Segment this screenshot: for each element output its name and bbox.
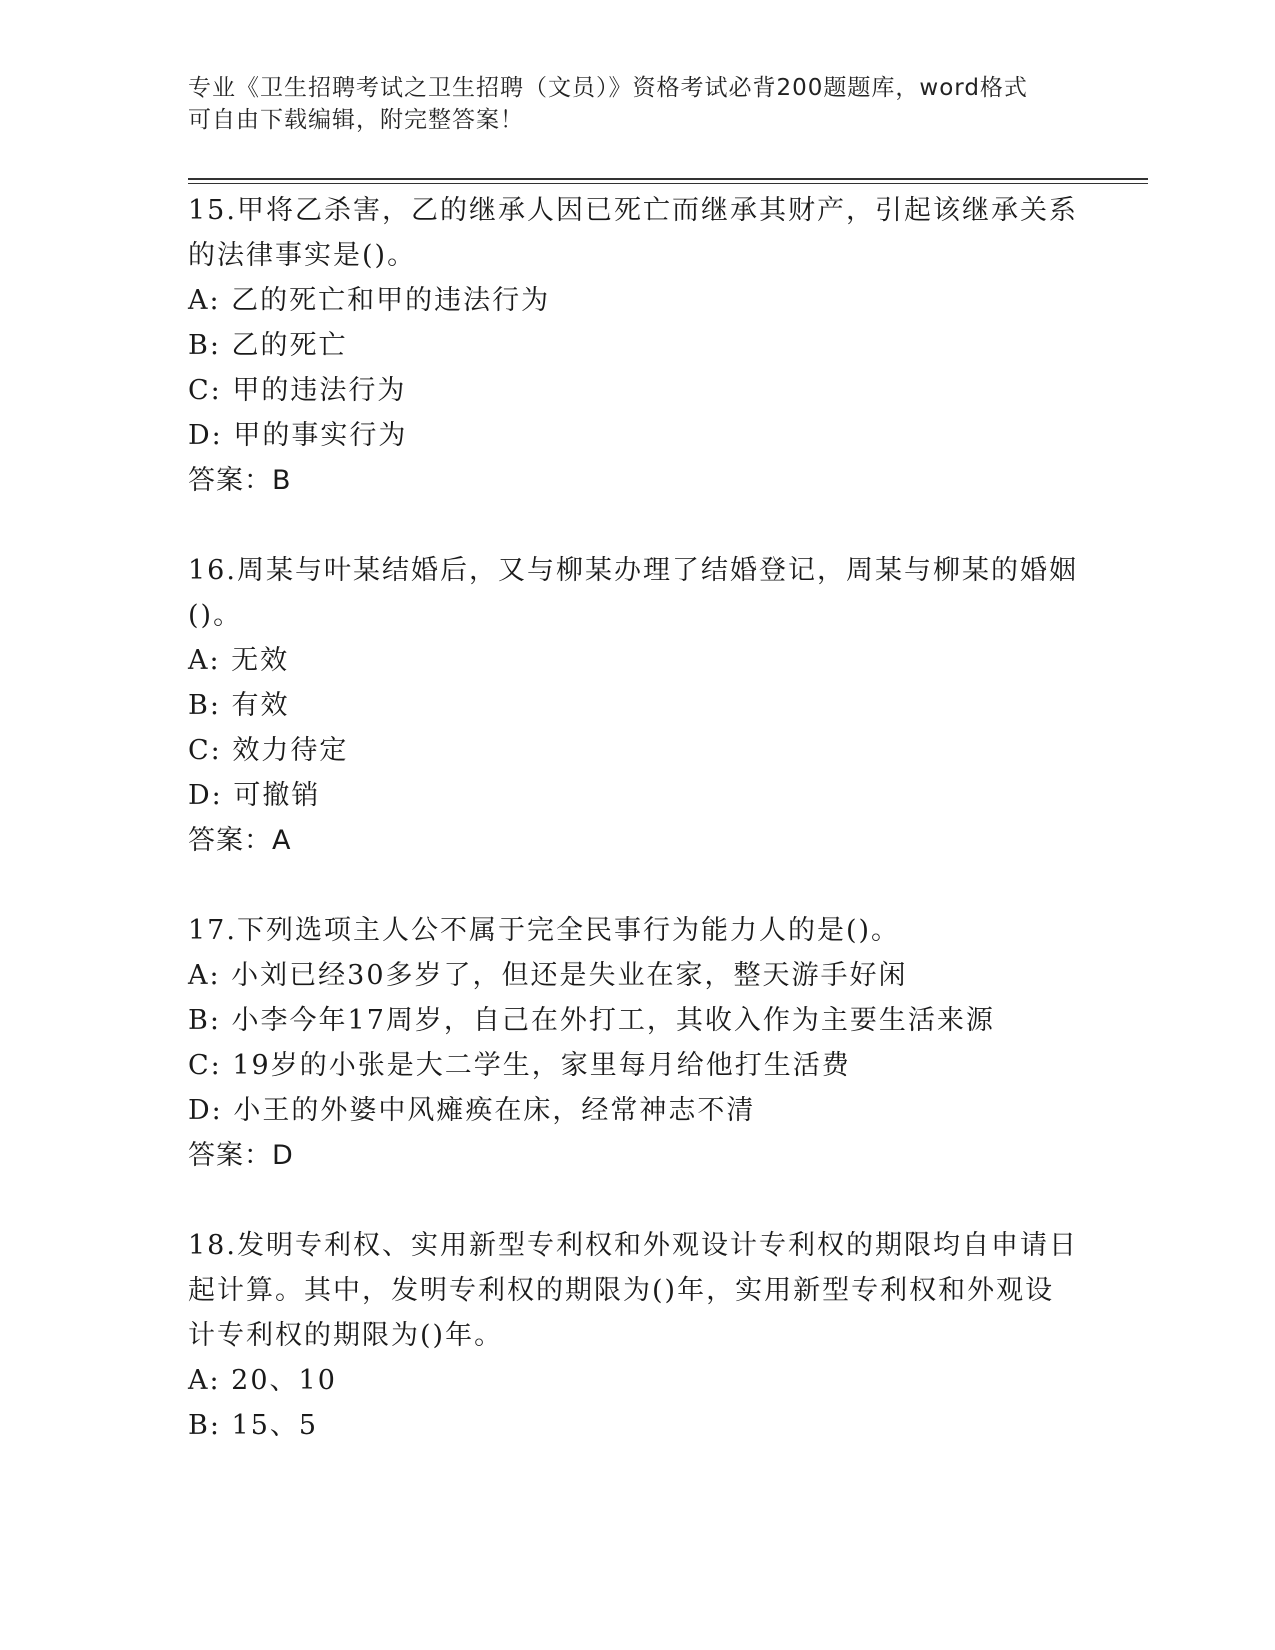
document-header <box>188 72 1088 136</box>
spacer <box>188 503 1088 548</box>
spacer <box>188 1178 1088 1223</box>
answer-label: 答案：A <box>188 825 292 856</box>
question-15 <box>188 188 1088 503</box>
option-c: C: 甲的违法行为 <box>188 375 407 406</box>
question-17 <box>188 908 1088 1178</box>
answer-label: 答案：B <box>188 465 292 496</box>
question-stem-line: 起计算。其中，发明专利权的期限为()年，实用新型专利权和外观设 <box>188 1275 1055 1306</box>
option-b: B: 小李今年17周岁，自己在外打工，其收入作为主要生活来源 <box>188 1005 995 1036</box>
option-a: A: 乙的死亡和甲的违法行为 <box>188 285 551 316</box>
question-list <box>188 188 1088 1448</box>
answer-label: 答案：D <box>188 1140 294 1171</box>
question-stem-line: 的法律事实是()。 <box>188 240 417 271</box>
option-a: A: 无效 <box>188 645 290 676</box>
option-b: B: 15、5 <box>188 1410 319 1441</box>
option-a: A: 小刘已经30多岁了，但还是失业在家，整天游手好闲 <box>188 960 908 991</box>
option-d: D: 甲的事实行为 <box>188 420 408 451</box>
spacer <box>188 863 1088 908</box>
option-c: C: 19岁的小张是大二学生，家里每月给他打生活费 <box>188 1050 851 1081</box>
header-divider-thick <box>188 178 1148 180</box>
question-stem-line: 17.下列选项主人公不属于完全民事行为能力人的是()。 <box>188 915 901 946</box>
header-line-2: 可自由下载编辑，附完整答案！ <box>188 107 524 133</box>
option-d: D: 小王的外婆中风瘫痪在床，经常神志不清 <box>188 1095 756 1126</box>
question-stem-line: 18.发明专利权、实用新型专利权和外观设计专利权的期限均自申请日 <box>188 1230 1078 1261</box>
question-stem-line: ()。 <box>188 600 243 631</box>
question-stem-line: 15.甲将乙杀害，乙的继承人因已死亡而继承其财产，引起该继承关系 <box>188 195 1078 226</box>
question-18 <box>188 1223 1088 1448</box>
header-line-1: 专业《卫生招聘考试之卫生招聘（文员）》资格考试必背200题题库，word格式 <box>188 75 1028 101</box>
question-16 <box>188 548 1088 863</box>
option-a: A: 20、10 <box>188 1365 337 1396</box>
question-stem-line: 计专利权的期限为()年。 <box>188 1320 504 1351</box>
option-d: D: 可撤销 <box>188 780 321 811</box>
question-stem-line: 16.周某与叶某结婚后，又与柳某办理了结婚登记，周某与柳某的婚姻 <box>188 555 1078 586</box>
option-b: B: 有效 <box>188 690 290 721</box>
option-b: B: 乙的死亡 <box>188 330 348 361</box>
option-c: C: 效力待定 <box>188 735 349 766</box>
header-divider-thin <box>188 183 1148 184</box>
